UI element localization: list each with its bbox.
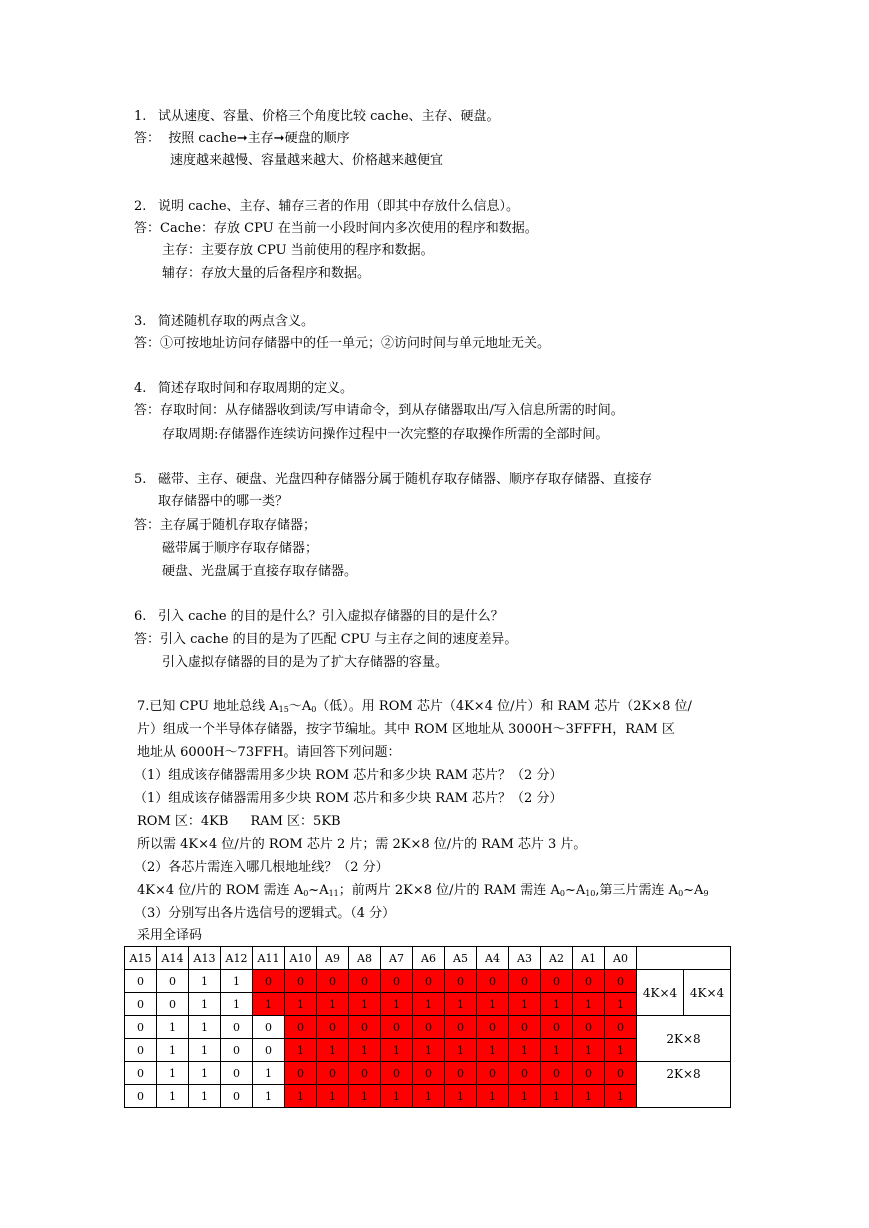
table-cell: 0 [381, 1016, 413, 1039]
header-cell: A4 [477, 947, 509, 970]
q1-question: 1. 试从速度、容量、价格三个角度比较 cache、主存、硬盘。 [134, 109, 500, 124]
table-cell: 0 [125, 1085, 157, 1108]
chip-label-rom-b: 4K×4 [684, 970, 731, 1016]
table-cell: 1 [541, 993, 573, 1016]
table-cell: 1 [253, 993, 285, 1016]
q7-address-lines: 4K×4 位/片的 ROM 需连 $A_0\sim A_{11}$；前两片 2K×8 位/片的 RAM 需连 $A_0\sim A_{10}$,第三片需连 $A_0\sim A_9$ [137, 883, 709, 898]
table-cell: 1 [477, 993, 509, 1016]
table-cell: 0 [477, 1062, 509, 1085]
table-cell: 0 [157, 993, 189, 1016]
table-cell: 0 [477, 1016, 509, 1039]
table-cell: 1 [157, 1062, 189, 1085]
table-cell: 1 [573, 1039, 605, 1062]
q7-sub1-a: （1）组成该存储器需用多少块 ROM 芯片和多少块 RAM 芯片？（2 分） [134, 768, 563, 783]
table-cell: 0 [477, 970, 509, 993]
table-cell: 0 [541, 1062, 573, 1085]
table-cell: 1 [509, 1085, 541, 1108]
header-cell: A10 [285, 947, 317, 970]
table-cell: 1 [189, 1062, 221, 1085]
q7-sub3: （3）分别写出各片选信号的逻辑式。（4 分） [134, 906, 396, 921]
table-cell: 1 [285, 993, 317, 1016]
table-cell: 0 [541, 970, 573, 993]
table-cell: 0 [253, 1039, 285, 1062]
table-cell: 0 [445, 970, 477, 993]
q6-answer-line2: 引入虚拟存储器的目的是为了扩大存储器的容量。 [162, 655, 449, 670]
table-cell: 0 [125, 1016, 157, 1039]
table-row [125, 1016, 731, 1039]
table-cell: 1 [157, 1016, 189, 1039]
table-cell: 1 [445, 1039, 477, 1062]
header-cell: A5 [445, 947, 477, 970]
table-cell: 1 [477, 1039, 509, 1062]
header-cell: A9 [317, 947, 349, 970]
table-cell: 0 [541, 1016, 573, 1039]
table-cell: 0 [285, 1016, 317, 1039]
table-cell: 0 [381, 1062, 413, 1085]
header-cell: A7 [381, 947, 413, 970]
table-cell: 0 [349, 1016, 381, 1039]
table-header-row [125, 947, 731, 970]
table-cell: 1 [573, 1085, 605, 1108]
table-cell: 1 [381, 1039, 413, 1062]
q7-question-line3: 地址从 6000H～73FFH。请回答下列问题： [137, 745, 401, 760]
table-cell: 1 [317, 1085, 349, 1108]
q7-full-decode: 采用全译码 [137, 928, 203, 943]
table-cell: 0 [413, 1016, 445, 1039]
table-cell: 0 [413, 970, 445, 993]
table-cell: 1 [253, 1062, 285, 1085]
table-cell: 1 [541, 1085, 573, 1108]
q7-question-line2: 片）组成一个半导体存储器，按字节编址。其中 ROM 区地址从 3000H～3FFFH，RAM 区 [137, 722, 675, 737]
table-cell: 1 [413, 1039, 445, 1062]
table-cell: 1 [189, 1039, 221, 1062]
table-cell: 1 [605, 1039, 637, 1062]
table-cell: 0 [285, 1062, 317, 1085]
q2-question: 2. 说明 cache、主存、辅存三者的作用（即其中存放什么信息）。 [134, 199, 520, 214]
table-cell: 1 [605, 993, 637, 1016]
table-cell: 0 [317, 1016, 349, 1039]
table-cell: 0 [605, 1062, 637, 1085]
table-cell: 1 [189, 1016, 221, 1039]
header-cell: A13 [189, 947, 221, 970]
table-cell: 0 [573, 1016, 605, 1039]
table-cell: 1 [573, 993, 605, 1016]
q7-sub1-b: （1）组成该存储器需用多少块 ROM 芯片和多少块 RAM 芯片？（2 分） [134, 791, 563, 806]
table-cell: 1 [509, 993, 541, 1016]
header-cell: A2 [541, 947, 573, 970]
chip-label-rom-a: 4K×4 [637, 970, 684, 1016]
header-cell: A8 [349, 947, 381, 970]
header-cell: A0 [605, 947, 637, 970]
q7-chips: 所以需 4K×4 位/片的 ROM 芯片 2 片；需 2K×8 位/片的 RAM 芯片 3 片。 [137, 837, 587, 852]
q2-answer-line3: 辅存：存放大量的后备程序和数据。 [162, 266, 371, 281]
table-cell: 0 [125, 970, 157, 993]
table-cell: 0 [573, 970, 605, 993]
table-cell: 0 [157, 970, 189, 993]
q6-answer-line1: 答：引入 cache 的目的是为了匹配 CPU 与主存之间的速度差异。 [134, 632, 518, 647]
table-cell: 0 [509, 970, 541, 993]
table-cell: 1 [189, 970, 221, 993]
table-cell: 1 [221, 970, 253, 993]
table-cell: 1 [285, 1085, 317, 1108]
table-cell: 1 [221, 993, 253, 1016]
q7-sub2: （2）各芯片需连入哪几根地址线？（2 分） [134, 860, 389, 875]
q2-answer-line1: 答：Cache：存放 CPU 在当前一小段时间内多次使用的程序和数据。 [134, 221, 538, 236]
header-cell: A15 [125, 947, 157, 970]
table-row [125, 1062, 731, 1085]
q5-question-line2: 取存储器中的哪一类？ [158, 494, 289, 509]
q5-question-line1: 5. 磁带、主存、硬盘、光盘四种存储器分属于随机存取存储器、顺序存取存储器、直接存 [134, 472, 653, 487]
q1-answer-line2: 速度越来越慢、容量越来越大、价格越来越便宜 [170, 153, 444, 168]
table-cell: 1 [413, 1085, 445, 1108]
table-cell: 1 [349, 993, 381, 1016]
q3-question: 3. 简述随机存取的两点含义。 [134, 314, 315, 329]
table-cell: 0 [605, 970, 637, 993]
table-cell: 1 [381, 1085, 413, 1108]
table-cell: 0 [317, 1062, 349, 1085]
table-cell: 0 [125, 1062, 157, 1085]
table-cell: 0 [221, 1016, 253, 1039]
table-cell: 1 [349, 1085, 381, 1108]
table-cell: 0 [349, 1062, 381, 1085]
table-cell: 0 [381, 970, 413, 993]
q4-answer-line2: 存取周期:存储器作连续访问操作过程中一次完整的存取操作所需的全部时间。 [162, 427, 609, 442]
address-table [124, 946, 731, 1108]
table-cell: 0 [509, 1016, 541, 1039]
table-cell: 1 [413, 993, 445, 1016]
header-cell: A12 [221, 947, 253, 970]
table-cell: 0 [349, 970, 381, 993]
q3-answer-line1: 答：①可按地址访问存储器中的任一单元；②访问时间与单元地址无关。 [134, 336, 551, 351]
table-cell: 1 [445, 1085, 477, 1108]
header-chip-cell [637, 947, 731, 970]
chip-label-ram-1: 2K×8 [637, 1016, 731, 1062]
table-cell: 1 [349, 1039, 381, 1062]
table-cell: 1 [189, 993, 221, 1016]
table-cell: 0 [221, 1085, 253, 1108]
table-cell: 0 [573, 1062, 605, 1085]
table-cell: 0 [285, 970, 317, 993]
table-cell: 0 [509, 1062, 541, 1085]
table-cell: 1 [285, 1039, 317, 1062]
q5-answer-line3: 硬盘、光盘属于直接存取存储器。 [162, 564, 358, 579]
q4-answer-line1: 答：存取时间：从存储器收到读/写申请命令，到从存储器取出/写入信息所需的时间。 [134, 403, 624, 418]
q6-question: 6. 引入 cache 的目的是什么？引入虚拟存储器的目的是什么？ [134, 609, 504, 624]
table-cell: 1 [605, 1085, 637, 1108]
table-cell: 1 [477, 1085, 509, 1108]
q7-capacity: ROM 区：4KB RAM 区：5KB [137, 814, 341, 829]
table-cell: 0 [221, 1039, 253, 1062]
table-cell: 0 [253, 1016, 285, 1039]
table-cell: 1 [157, 1039, 189, 1062]
table-cell: 0 [445, 1016, 477, 1039]
table-cell: 1 [253, 1085, 285, 1108]
table-cell: 1 [509, 1039, 541, 1062]
table-cell: 1 [157, 1085, 189, 1108]
q7-question-line1: 7.已知 CPU 地址总线 $A_{15}\sim A_0$（低）。用 ROM 芯片（4K×4 位/片）和 RAM 芯片（2K×8 位/ [137, 699, 692, 714]
q5-answer-line2: 磁带属于顺序存取存储器； [162, 541, 319, 556]
chip-label-ram-2: 2K×8 [637, 1062, 731, 1108]
table-cell: 1 [541, 1039, 573, 1062]
q1-answer-line1: 答： 按照 cache➞主存➞硬盘的顺序 [134, 131, 350, 146]
header-cell: A11 [253, 947, 285, 970]
header-cell: A1 [573, 947, 605, 970]
table-cell: 0 [253, 970, 285, 993]
q5-answer-line1: 答：主存属于随机存取存储器； [134, 518, 317, 533]
table-cell: 1 [317, 1039, 349, 1062]
table-cell: 0 [221, 1062, 253, 1085]
table-cell: 1 [445, 993, 477, 1016]
header-cell: A14 [157, 947, 189, 970]
table-cell: 0 [413, 1062, 445, 1085]
table-cell: 1 [189, 1085, 221, 1108]
q4-question: 4. 简述存取时间和存取周期的定义。 [134, 381, 354, 396]
table-row [125, 970, 731, 993]
table-cell: 0 [317, 970, 349, 993]
table-cell: 1 [317, 993, 349, 1016]
table-cell: 0 [605, 1016, 637, 1039]
header-cell: A6 [413, 947, 445, 970]
table-cell: 0 [125, 1039, 157, 1062]
table-cell: 1 [381, 993, 413, 1016]
table-cell: 0 [125, 993, 157, 1016]
q2-answer-line2: 主存：主要存放 CPU 当前使用的程序和数据。 [162, 243, 434, 258]
table-cell: 0 [445, 1062, 477, 1085]
header-cell: A3 [509, 947, 541, 970]
